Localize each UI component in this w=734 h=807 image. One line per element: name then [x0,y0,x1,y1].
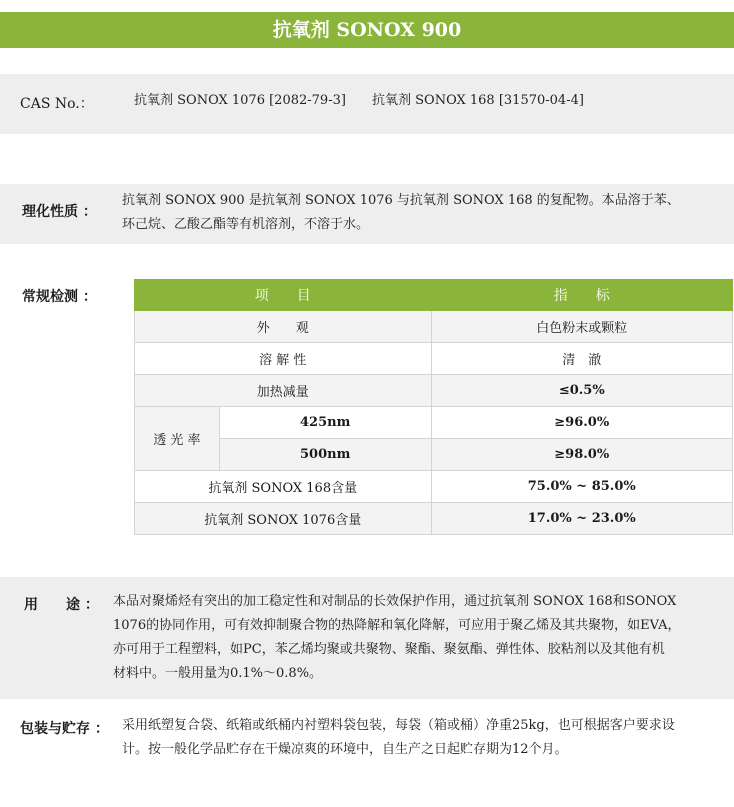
cas-item-1076: 抗氧剂 SONOX 1076 [2082-79-3] [134,93,346,108]
table-row [135,407,733,439]
packaging-line-2: 计。按一般化学品贮存在干燥凉爽的环境中，自生产之日起贮存期为12个月。 [122,742,568,757]
table-row [135,311,733,343]
table-row [135,471,733,503]
spec-table [134,279,733,535]
table-row [135,439,733,471]
spec-table-header [135,280,733,311]
row-name-heat-loss: 加热减量 [135,375,432,407]
row-name-content-1076: 抗氧剂 SONOX 1076含量 [135,503,432,535]
table-row [135,343,733,375]
row-value-appearance: 白色粉末或颗粒 [431,311,733,343]
usage-line-1: 本品对聚烯烃有突出的加工稳定性和对制品的长效保护作用，通过抗氧剂 SONOX 168和SONOX [113,594,677,609]
packaging-line-1: 采用纸塑复合袋、纸箱或纸桶内衬塑料袋包装，每袋（箱或桶）净重25kg，也可根据客户要求设 [122,718,675,733]
cas-item-168: 抗氧剂 SONOX 168 [31570-04-4] [372,93,584,108]
header-spec: 指 标 [431,280,733,311]
usage-label: 用 途 ： [24,597,99,613]
cas-label: CAS No.： [20,96,94,112]
header-item: 项 目 [135,280,432,311]
usage-line-3: 亦可用于工程塑料，如PC，苯乙烯均聚或共聚物、聚酯、聚氨酯、弹性体、胶粘剂以及其他有机 [113,642,665,657]
properties-label: 理化性质 ： [22,204,97,220]
routine-label: 常规检测 ： [22,289,97,305]
table-row [135,375,733,407]
cas-section [0,74,734,134]
row-value-500: ≥98.0% [431,439,733,471]
properties-line-1: 抗氧剂 SONOX 900 是抗氧剂 SONOX 1076 与抗氧剂 SONOX 168 的复配物。本品溶于苯、 [122,193,680,208]
row-name-content-168: 抗氧剂 SONOX 168含量 [135,471,432,503]
packaging-label: 包装与贮存 ： [20,721,109,737]
row-wavelength-425: 425nm [219,407,431,439]
row-wavelength-500: 500nm [219,439,431,471]
row-name-solubility: 溶 解 性 [135,343,432,375]
table-row [135,503,733,535]
row-name-transmittance: 透 光 率 [135,407,220,471]
page-title: 抗氧剂 SONOX 900 [0,12,734,48]
properties-line-2: 环己烷、乙酸乙酯等有机溶剂，不溶于水。 [122,217,370,232]
row-value-solubility: 清 澈 [431,343,733,375]
row-value-425: ≥96.0% [431,407,733,439]
row-value-content-168: 75.0% ~ 85.0% [431,471,733,503]
usage-line-2: 1076的协同作用，可有效抑制聚合物的热降解和氧化降解，可应用于聚乙烯及其共聚物，如EVA， [113,618,681,633]
row-value-content-1076: 17.0% ~ 23.0% [431,503,733,535]
usage-line-4: 材料中。一般用量为0.1%～0.8%。 [113,666,323,681]
row-name-appearance: 外 观 [135,311,432,343]
row-value-heat-loss: ≤0.5% [431,375,733,407]
